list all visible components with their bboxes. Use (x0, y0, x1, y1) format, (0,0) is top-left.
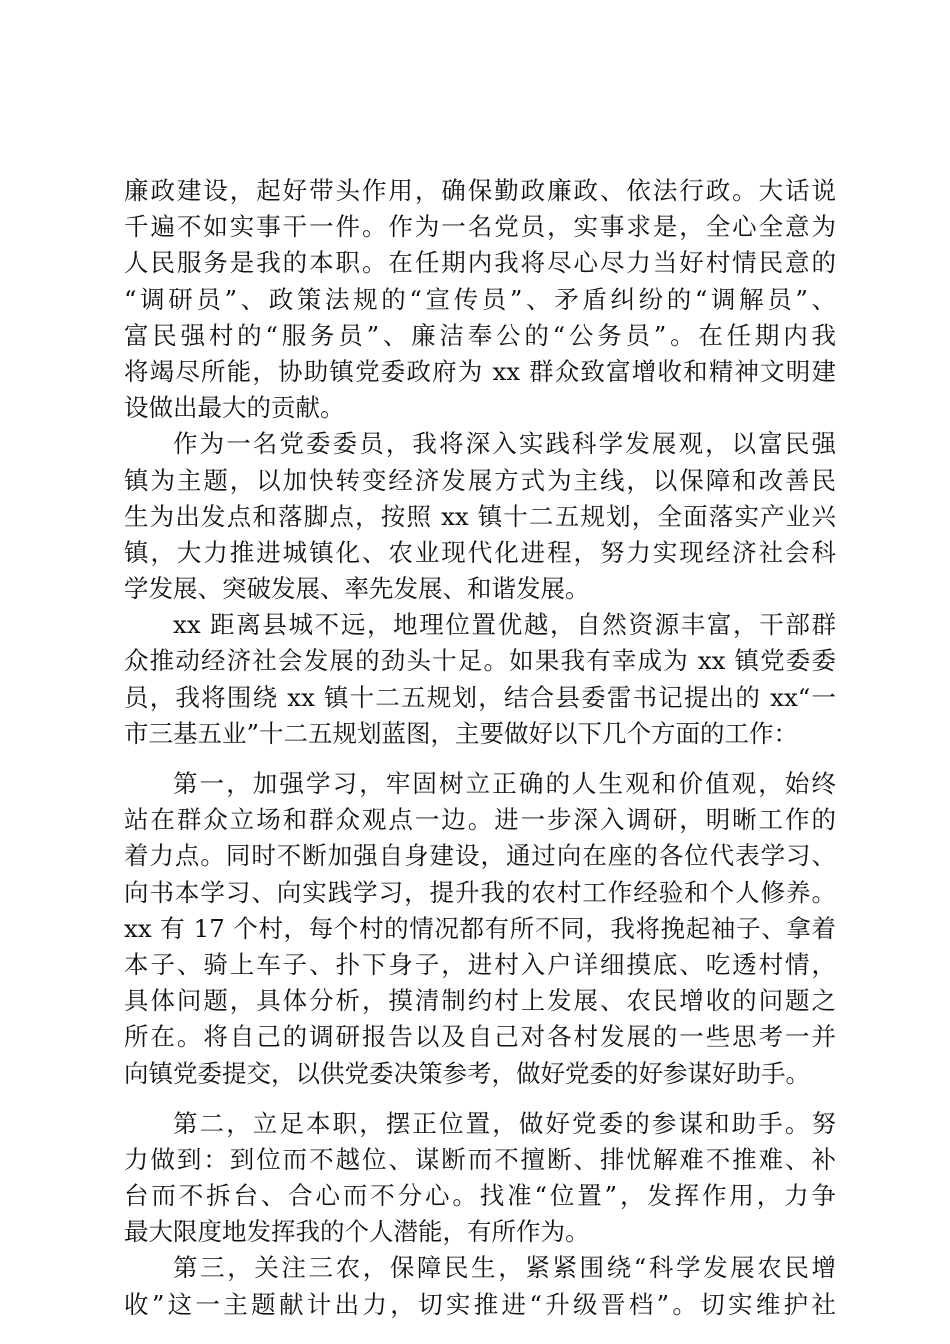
text-line: 镇，大力推进城镇化、农业现代化进程，努力实现经济社会科 (124, 537, 836, 567)
paragraph-gap (124, 1092, 836, 1106)
text-line: 众推动经济社会发展的劲头十足。如果我有幸成为 xx 镇党委委 (124, 646, 836, 676)
paragraph (124, 1250, 836, 1322)
text-line: 将竭尽所能，协助镇党委政府为 xx 群众致富增收和精神文明建 (124, 356, 836, 386)
paragraph-gap (124, 752, 836, 766)
text-line: 所在。将自己的调研报告以及自己对各村发展的一些思考一并 (124, 1022, 836, 1052)
text-line: 最大限度地发挥我的个人潜能，有所作为。 (124, 1217, 590, 1247)
text-line: 站在群众立场和群众观点一边。进一步深入调研，明晰工作的 (124, 805, 836, 835)
text-line: 员，我将围绕 xx 镇十二五规划，结合县委雷书记提出的 xx“一 (124, 682, 836, 712)
text-line: 镇为主题，以加快转变经济发展方式为主线，以保障和改善民 (124, 465, 836, 495)
text-line: 向书本学习、向实践学习，提升我的农村工作经验和个人修养。 (124, 877, 836, 907)
text-line: “调研员”、政策法规的“宣传员”、矛盾纠纷的“调解员”、 (124, 284, 836, 314)
text-line: 台而不拆台、合心而不分心。找准“位置”，发挥作用，力争 (124, 1181, 836, 1211)
text-line: xx 距离县城不远，地理位置优越，自然资源丰富，干部群 (173, 610, 836, 640)
text-line: 具体问题，具体分析，摸清制约村上发展、农民增收的问题之 (124, 986, 836, 1016)
text-line: xx 有 17 个村，每个村的情况都有所不同，我将挽起袖子、拿着 (124, 913, 836, 943)
text-line: 第三，关注三农，保障民生，紧紧围绕“科学发展农民增 (173, 1253, 836, 1283)
paragraph (124, 426, 836, 607)
text-line: 学发展、突破发展、率先发展、和谐发展。 (124, 574, 590, 604)
text-line: 市三基五业”十二五规划蓝图，主要做好以下几个方面的工作： (124, 718, 799, 748)
text-line: 收”这一主题献计出力，切实推进“升级晋档”。切实维护社 (124, 1289, 836, 1319)
text-line: 第一，加强学习，牢固树立正确的人生观和价值观，始终 (173, 769, 836, 798)
paragraph (124, 1106, 836, 1251)
text-line: 千遍不如实事干一件。作为一名党员，实事求是，全心全意为 (124, 212, 836, 242)
paragraph (124, 766, 836, 1092)
document-body (124, 173, 836, 1323)
text-line: 着力点。同时不断加强自身建设，通过向在座的各位代表学习、 (124, 841, 836, 871)
text-line: 人民服务是我的本职。在任期内我将尽心尽力当好村情民意的 (124, 248, 836, 278)
paragraph (124, 607, 836, 752)
text-line: 富民强村的“服务员”、廉洁奉公的“公务员”。在任期内我 (124, 320, 836, 350)
text-line: 本子、骑上车子、扑下身子，进村入户详细摸底、吃透村情， (124, 949, 836, 979)
text-line: 力做到：到位而不越位、谋断而不擅断、排忧解难不推难、补 (124, 1144, 836, 1174)
text-line: 生为出发点和落脚点，按照 xx 镇十二五规划，全面落实产业兴 (124, 501, 836, 531)
text-line: 作为一名党委委员，我将深入实践科学发展观，以富民强 (173, 429, 836, 459)
text-line: 向镇党委提交，以供党委决策参考，做好党委的好参谋好助手。 (124, 1058, 810, 1088)
text-line: 廉政建设，起好带头作用，确保勤政廉政、依法行政。大话说 (124, 176, 836, 205)
paragraph (124, 173, 836, 426)
text-line: 第二，立足本职，摆正位置，做好党委的参谋和助手。努 (173, 1108, 836, 1138)
text-line: 设做出最大的贡献。 (124, 393, 345, 423)
